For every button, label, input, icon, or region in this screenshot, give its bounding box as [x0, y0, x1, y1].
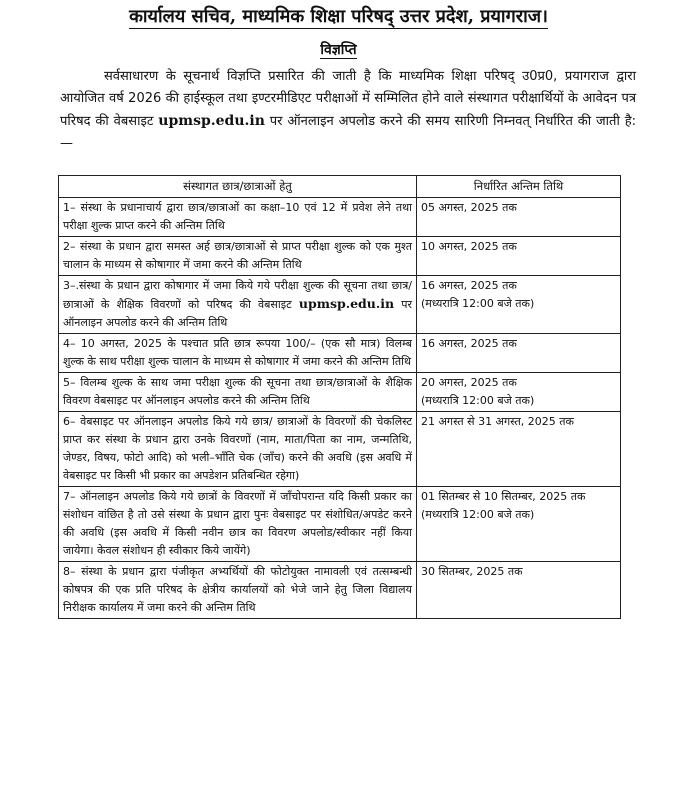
row-deadline: [417, 562, 621, 619]
table-row: [59, 412, 621, 487]
row-description: 5– विलम्ब शुल्क के साथ जमा परीक्षा शुल्क की सूचना तथा छात्र/छात्राओं के शैक्षिक विवरण वेबसाइट पर ऑनलाइन अपलोड करने की अन्तिम तिथि: [59, 373, 417, 412]
intro-website: upmsp.edu.in: [158, 113, 265, 129]
notice-heading: [0, 40, 677, 59]
table-row: [59, 334, 621, 373]
row-description: 8– संस्था के प्रधान द्वारा पंजीकृत अभ्यर्थियों की फोटोयुक्त नामावली एवं तत्सम्बन्धी कोषपत्र की एक प्रति परिषद के क्षेत्रीय कार्यालयों को भेजे जाने हेतु जिला विद्यालय निरीक्षक कार्यालय में जमा करने की अन्तिम तिथि: [59, 562, 417, 619]
row-deadline: [417, 412, 621, 487]
deadline-note: (मध्यरात्रि 12:00 बजे तक): [421, 394, 535, 407]
deadline-date: 05 अगस्त, 2025 तक: [421, 201, 517, 214]
table-row: [59, 276, 621, 334]
deadline-date: 16 अगस्त, 2025 तक: [421, 279, 517, 292]
row-description: 1– संस्था के प्रधानाचार्य द्वारा छात्र/छात्राओं का कक्षा–10 एवं 12 में प्रवेश लेने तथा परीक्षा शुल्क प्राप्त करने की अन्तिम तिथि: [59, 198, 417, 237]
row-description: 4– 10 अगस्त, 2025 के पश्चात प्रति छात्र रूपया 100/– (एक सौ मात्र) विलम्ब शुल्क के साथ परीक्षा शुल्क चालान के माध्यम से कोषागार में जमा करने की अन्तिम तिथि: [59, 334, 417, 373]
row-deadline: [417, 373, 621, 412]
table-row: [59, 562, 621, 619]
row-deadline: [417, 276, 621, 334]
row-description: 7– ऑनलाइन अपलोड किये गये छात्रों के विवरणों में जाँचोपरान्त यदि किसी प्रकार का संशोधन वांछित है तो उसे संस्था के प्रधान द्वारा पुनः वेबसाइट पर संशोधित/अपडेट करने की अवधि (इस अवधि में किसी नवीन छात्र का विवरण अपलोड/स्वीकार नहीं किया जायेगा। केवल संशोधन ही स्वीकार किये जायेंगे): [59, 487, 417, 562]
row-description-website: upmsp.edu.in: [298, 296, 395, 311]
table-row: [59, 373, 621, 412]
deadline-date: 21 अगस्त से 31 अगस्त, 2025 तक: [421, 415, 574, 428]
column-header-description: संस्थागत छात्र/छात्राओं हेतु: [59, 176, 417, 198]
row-description: 2– संस्था के प्रधान द्वारा समस्त अर्ह छात्र/छात्राओं से प्राप्त परीक्षा शुल्क को एक मुश्त चालान के माध्यम से कोषागार में जमा करने की अन्तिम तिथि: [59, 237, 417, 276]
row-deadline: [417, 487, 621, 562]
row-description: 6– वेबसाइट पर ऑनलाइन अपलोड किये गये छात्र/ छात्राओं के विवरणों की चेकलिस्ट प्राप्त कर संस्था के प्रधान द्वारा उनके विवरणों (नाम, माता/पिता का नाम, जन्मतिथि, जेण्डर, विषय, फोटो आदि) को भली–भाँति चेक (जाँच) करने की अवधि (इस अवधि में वेबसाइट पर किसी भी प्रकार का अपडेशन प्रतिबन्धित रहेगा): [59, 412, 417, 487]
deadline-note: (मध्यरात्रि 12:00 बजे तक): [421, 297, 535, 310]
column-header-deadline: निर्धारित अन्तिम तिथि: [417, 176, 621, 198]
intro-paragraph: [60, 66, 636, 155]
row-description-after: पर ऑनलाइन अपलोड करने की अन्तिम तिथि: [63, 298, 413, 329]
schedule-table: [58, 175, 621, 619]
deadline-date: 20 अगस्त, 2025 तक: [421, 376, 517, 389]
table-row: [59, 237, 621, 276]
row-deadline: [417, 334, 621, 373]
intro-text-before: सर्वसाधारण के सूचनार्थ विज्ञप्ति प्रसारित की जाती है कि माध्यमिक शिक्षा परिषद् उ0प्र0, प्रयागराज द्वारा आयोजित वर्ष 2026 की हाईस्कूल तथा इण्टरमीडिएट परीक्षाओं में सम्मिलित होने वाले संस्थागत परीक्षार्थियों के आवेदन पत्र परिषद की वेबसाइट: [60, 69, 636, 129]
row-deadline: [417, 198, 621, 237]
deadline-date: 10 अगस्त, 2025 तक: [421, 240, 517, 253]
office-title: [0, 4, 677, 28]
deadline-date: 01 सितम्बर से 10 सितम्बर, 2025 तक: [421, 490, 586, 503]
table-row: [59, 198, 621, 237]
table-header-row: [59, 176, 621, 198]
deadline-date: 30 सितम्बर, 2025 तक: [421, 565, 523, 578]
deadline-date: 16 अगस्त, 2025 तक: [421, 337, 517, 350]
row-description-before: 3–.संस्था के प्रधान द्वारा कोषागार में जमा किये गये परीक्षा शुल्क की सूचना तथा छात्र/छात्राओं के शैक्षिक विवरणों को परिषद की वेबसाइट: [63, 279, 412, 311]
row-description: [59, 276, 417, 334]
office-title-text: कार्यालय सचिव, माध्यमिक शिक्षा परिषद् उत्तर प्रदेश, प्रयागराज।: [129, 6, 548, 27]
table-row: [59, 487, 621, 562]
row-deadline: [417, 237, 621, 276]
deadline-note: (मध्यरात्रि 12:00 बजे तक): [421, 508, 535, 521]
notice-heading-text: विज्ञप्ति: [320, 42, 357, 58]
intro-text-after: पर ऑनलाइन अपलोड करने की समय सारिणी निम्नवत् निर्धारित की जाती है:—: [60, 114, 636, 151]
